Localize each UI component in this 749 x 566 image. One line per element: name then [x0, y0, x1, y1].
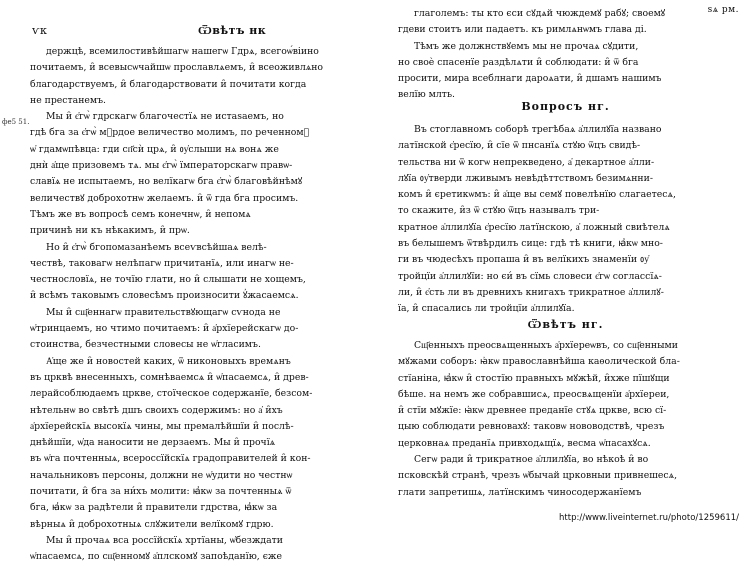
right-top-text-block — [398, 6, 733, 104]
text-line: славїѧ не испытаемъ, но велїкагѡ бга є҆гѡ̀ благовѣйнѣмꙋ — [30, 176, 303, 188]
text-line: мꙋжами соборъ: ꙗ҆кѡ православнѣйша каѳолической бла- — [398, 356, 680, 368]
answer-heading: Ѿвѣтъ нг. — [527, 318, 604, 331]
left-page — [0, 0, 372, 563]
margin-note: фе5 51. — [2, 118, 30, 126]
text-line: бга, ꙗ҆кѡ за радѣтели и̑ правители гдрства, ꙗ҆кѡ за — [30, 502, 278, 514]
text-line: глаголемъ: ты кто єси сꙋдѧй чюждемꙋ рабꙋ; своемꙋ — [414, 8, 666, 19]
text-line: вѣрныѧ и̑ доброхотныѧ слꙋжители велїкомꙋ гдрю. — [30, 518, 274, 530]
text-line: комъ и̑ єретикѡмъ: и̑ а҆ще вы семꙋ повелѣнїю слагаетесѧ, — [398, 189, 676, 201]
text-line: начальниковъ персоны, должни не ѡ҆удити но честнѡ — [30, 469, 293, 481]
text-line: почитати, и̑ бга за ни́хъ молити: ꙗ҆кѡ за почтенныѧ ѿ — [30, 486, 292, 498]
text-line: почитаемъ, и̑ всевысѡчайшѡ прославлѧемъ, и̑ всеоживлѧно — [30, 62, 324, 74]
text-line: просити, мира всеблнаги дароѧати, и̑ дшамъ нашимъ — [398, 73, 662, 85]
text-line: ѡ҆ гдамѡпѣвца: гди сп҃сѝ црѧ, и̑ ᲂу҆слыши нѧ вонѧ же — [30, 143, 279, 155]
text-line: днѣйшїи, ѡ҆да наносити не дерзаемъ. Мы и̑ прочїѧ — [30, 437, 276, 449]
text-line: въ ѡ҆га почтенныѧ, всероссїйскїѧ градоправителей и̑ кон- — [30, 453, 311, 465]
text-line: Тѣмъ же должнствꙋемъ мы не прочаѧ сꙋдити, — [414, 40, 639, 52]
text-line: лꙋїа ᲂу҆тверди лживымъ невѣдѣттствомъ безимѧнни- — [398, 172, 653, 184]
text-line: гдеви стоитъ или падаетъ. къ римлѧнѡмъ глава ді. — [398, 24, 647, 36]
text-line: держцѣ, всемилостивѣйшагѡ нашегѡ Гдрѧ, всегоѡ́віино — [46, 46, 319, 57]
text-line: Сегѡ ради и̑ трикратное а҆ллилꙋїа, во нѣкоѣ и̑ во — [414, 454, 649, 466]
text-line: ѡ҆тринцаемъ, но чтимо почитаемъ: и̑ а҆рхїерейскагѡ до- — [30, 323, 299, 335]
text-line: честнословїѧ, не точїю глати, но и̑ слышати не хощемъ, — [30, 274, 306, 286]
text-line: гдѣ бга за є҆гѡ̀ мᷣрдое величество молимъ, по реченномꙋ — [30, 127, 310, 139]
text-line: и̑ всѣмъ таковымъ словесѣмъ произносити ꙋ҆жасаемсѧ. — [30, 290, 299, 302]
text-line: чествѣ, таковагѡ нелѣпагѡ причитанїѧ, или инагѡ не- — [30, 257, 294, 269]
left-page-number: ѵк — [32, 24, 48, 37]
text-line: Тѣмъ же въ вопросѣ семъ конечнѡ, и̑ непомѧ — [30, 208, 251, 220]
question-heading: Вопросъ нг. — [521, 100, 610, 113]
text-line: днѝ а҆ще призовемъ тѧ. мы є҆гѡ̀ їмператорскагѡ правѡ- — [30, 160, 293, 172]
answer-text-block — [398, 338, 733, 501]
text-line: но своѐ спасенїе раздѣлѧти и̑ соблюдати: и̑ ѿ бга — [398, 56, 639, 68]
text-line: Сщ҃енныхъ преосвѧщенныхъ а҆рхїереѡвъ, со сщ҃енными — [414, 340, 678, 351]
text-line: велїю млть. — [398, 89, 455, 101]
text-line: стоинства, безчестными словесы не ѡ҆гласимъ. — [30, 339, 261, 351]
text-line: и̑ стїи мꙋжїе: ꙗ҆кѡ древнее преданїе стꙋѧ цркве, всю сї- — [398, 405, 667, 417]
text-line: псковскѣй странѣ, чрезъ ѡ҆бычай црковныи привнешесѧ, — [398, 470, 678, 482]
text-line: глати запретишѧ, латїнскимъ чиносодержанїемъ — [398, 486, 642, 498]
text-line: Но и̑ є҆гѡ̀ бгопомазанѣемъ всеѵвсѣйшаѧ велѣ- — [46, 241, 267, 253]
text-line: причинѣ ни къ нѣкакимъ, и̑ прѡ. — [30, 225, 190, 237]
right-page — [372, 0, 749, 525]
text-line: тельства ни ѿ когѡ непрекведено, а҆ декартное а҆лли- — [398, 156, 655, 168]
text-line: благодарствуемъ, и̑ благодарствовати и̑ почитати когда — [30, 78, 307, 90]
source-url: http://www.liveinternet.ru/photo/1259611/ — [559, 513, 739, 523]
text-line: Въ стоглавномъ соборѣ трегѣбаѧ а҆ллилꙋїа названо — [414, 124, 662, 135]
text-line: бѣше. на немъ же собравшисѧ, преосвѧщенїи а҆рхїереи, — [398, 388, 670, 400]
text-line: въ црквѣ внесенныхъ, сомнѣваемсѧ и̑ ѡ҆пасаемсѧ, и̑ древ- — [30, 371, 309, 383]
text-line: нѣтельнѡ во свѣтѣ дшъ своихъ содержимъ: но а҆ и̑хъ — [30, 404, 283, 416]
text-line: Мы и̑ сщ҃еннагѡ правительствꙋющагѡ сѵнода не — [46, 306, 281, 318]
text-line: їа, и̑ спасались ли тройцїи а҆ллилꙋїа. — [398, 303, 575, 315]
text-line: Мы и̑ прочаѧ вса россїйскїѧ хртїаны, ѡ҆безждати — [46, 534, 283, 546]
text-line: то скажите, и̑з ѿ стꙋю ѿцъ называлъ три- — [398, 205, 600, 217]
left-text-block — [30, 44, 362, 566]
left-page-header-title: Ѿвѣтъ нк — [198, 24, 267, 37]
text-line: Мы и̑ є҆гѡ̀ гдрскагѡ благочестїѧ не истаѕаемъ, но — [46, 111, 284, 123]
text-line: ѡ҆пасаемсѧ, по сщ҃енномꙋ а҆плскомꙋ запоѣданїю, єже — [30, 551, 282, 563]
text-line: А҆ще же и̑ новостей каких, ѿ никоновыхъ времѧнъ — [46, 355, 291, 367]
text-line: стїаніна, ꙗ҆кѡ и̑ стостїю правныхъ мꙋжѣй, и̑хже пїшꙋщи — [398, 372, 670, 384]
question-text-block — [398, 122, 733, 318]
text-line: кратное а҆ллилꙋїа є҆ресїю латїнскою, а҆ ложный свиѣтелѧ — [398, 221, 670, 233]
text-line: величествꙋ доброхотнѡ желаемъ. и̑ ѿ гда бга просимъ. — [30, 192, 299, 204]
right-page-number: ѕѧ рм. — [707, 5, 739, 15]
text-line: латїнской є҆ресїю, и̑ сїе ѿ пнсанїѧ стꙋю ѿцъ свидѣ- — [398, 140, 641, 152]
text-line: не престанемъ. — [30, 94, 106, 106]
text-line: тройцїи а҆ллилꙋїи: но єи́ въ сїмь словеси є҆гѡ соглассїѧ- — [398, 270, 662, 282]
text-line: ги въ чюдесѣхъ пропаша и̑ въ велїкихъ знаменїи ᲂу҆ — [398, 254, 649, 266]
text-line: цыю соблюдати ревновахꙋ: таковѡ нововодствѣ, чрезъ — [398, 421, 665, 433]
text-line: ли, и̑ є҆сть ли въ древнихъ книгахъ трикратное а҆ллилꙋ- — [398, 286, 664, 298]
text-line: въ белышемъ ѿтвѣрдилъ сице: гдѣ тѣ книги, ꙗ҆кѡ мно- — [398, 238, 663, 250]
text-line: лерайсоблюдаемъ цркве, стоїческое содержанїе, безсом- — [30, 388, 313, 400]
text-line: а҆рхїерейскїѧ высокїѧ чины, мы премалѣйшїи и̑ послѣ- — [30, 420, 294, 432]
text-line: церковнаѧ преданїѧ привходѧщїѧ, весма ѡ҆пасахꙋсѧ. — [398, 437, 651, 449]
